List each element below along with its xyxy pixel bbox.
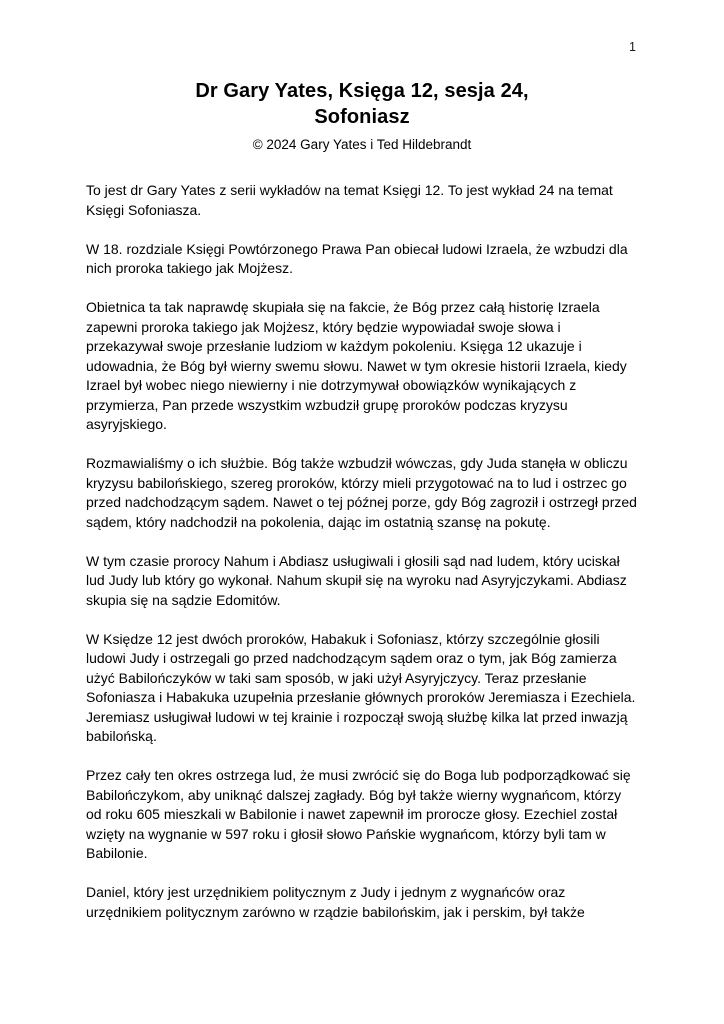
paragraph: W tym czasie prorocy Nahum i Abdiasz usługiwali i głosili sąd nad ludem, który uciskał lud Judy lub który go wykonał. Nahum skupił się na wyroku nad Asyryjczykami. Abdiasz skupia się na sądzie Edomitów. bbox=[86, 552, 627, 608]
paragraph: W Księdze 12 jest dwóch proroków, Habakuk i Sofoniasz, którzy szczególnie głosili ludowi Judy i ostrzegali go przed nadchodzącym sądem oraz o tym, jak Bóg zamierza użyć Babilończyków w taki sam sposób, w jaki użył Asyryjczycy. Teraz przesłanie Sofoniasza i Habakuka uzupełnia przesłanie głównych proroków Jeremiasza i Ezechiela. Jeremiasz usługiwał ludowi w tej krainie i rozpoczął swoją służbę kilka lat przed inwazją babilońską. bbox=[86, 630, 636, 744]
paragraph: W 18. rozdziale Księgi Powtórzonego Prawa Pan obiecał ludowi Izraela, że wzbudzi dla nich proroka takiego jak Mojżesz. bbox=[86, 240, 628, 276]
paragraph: Przez cały ten okres ostrzega lud, że musi zwrócić się do Boga lub podporządkować się Babilończykom, aby uniknąć dalszej zagłady. Bóg był także wierny wygnańcom, którzy od roku 605 mieszkali w Babilonie i nawet zapewnił im prorocze głosy. Ezechiel został wzięty na wygnanie w 597 roku i głosił słowo Pańskie wygnańcom, którzy byli tam w Babilonie. bbox=[86, 767, 631, 861]
paragraph: To jest dr Gary Yates z serii wykładów na temat Księgi 12. To jest wykład 24 na temat Księgi Sofoniasza. bbox=[86, 182, 613, 218]
paragraph: Obietnica ta tak naprawdę skupiała się na fakcie, że Bóg przez całą historię Izraela zapewni proroka takiego jak Mojżesz, który będzie wypowiadał swoje słowa i przekazywał swoje przesłanie ludziom w każdym pokoleniu. Księga 12 ukazuje i udowadnia, że Bóg był wierny swemu słowu. Nawet w tym okresie historii Izraela, kiedy Izrael był wobec niego niewierny i nie dotrzymywał obowiązków wynikających z przymierza, Pan przede wszystkim wzbudził grupę proroków podczas kryzysu asyryjskiego. bbox=[86, 299, 627, 432]
copyright-line: © 2024 Gary Yates i Ted Hildebrandt bbox=[252, 137, 472, 152]
title-line-1: Dr Gary Yates, Księga 12, sesja 24, bbox=[195, 80, 529, 102]
page-number: 1 bbox=[629, 40, 636, 54]
document-title bbox=[86, 78, 638, 130]
body-paragraphs bbox=[86, 181, 638, 922]
paragraph: Rozmawialiśmy o ich służbie. Bóg także wzbudził wówczas, gdy Juda stanęła w obliczu kryzysu babilońskiego, szereg proroków, którzy mieli przygotować na to lud i ostrzec go przed nadchodzącym sądem. Nawet o tej późnej porze, gdy Bóg zagroził i ostrzegł przed sądem, który nadchodził na pokolenia, dając im ostatnią szansę na pokutę. bbox=[86, 455, 637, 530]
paragraph: Daniel, który jest urzędnikiem politycznym z Judy i jednym z wygnańców oraz urzędnikiem politycznym zarówno w rządzie babilońskim, jak i perskim, był także bbox=[86, 884, 585, 920]
title-line-2: Sofoniasz bbox=[314, 106, 410, 128]
